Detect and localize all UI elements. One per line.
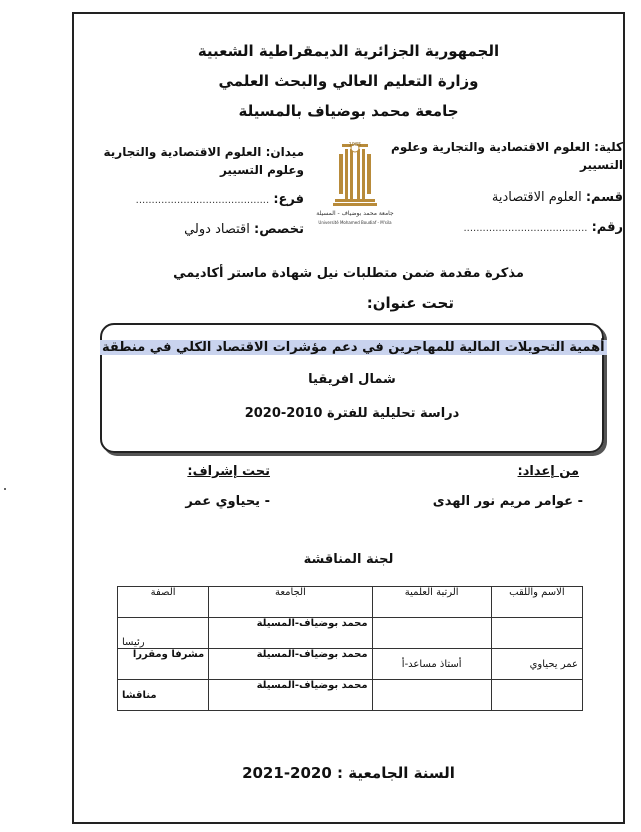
logo-name-fr: Université Mohamed Boudiaf - M'sila	[318, 220, 392, 225]
cell-rank	[372, 680, 491, 711]
header-role: الصفة	[118, 587, 209, 618]
header-university: الجامعة	[209, 587, 372, 618]
table-row	[118, 618, 583, 649]
faculty-label: كلية:	[594, 140, 623, 154]
field-value: العلوم الاقتصادية والتجارية	[103, 145, 262, 159]
prepared-by-name: - عوامر مريم نور الهدى	[432, 494, 583, 509]
cell-university: محمد بوضياف-المسيلة	[209, 649, 372, 680]
ministry-title: وزارة التعليم العالي والبحث العلمي	[218, 72, 479, 90]
cell-role: مشرفا ومقررا	[118, 649, 209, 680]
field-label: ميدان:	[265, 145, 304, 159]
header-name: الاسم واللقب	[491, 587, 582, 618]
table-row	[118, 680, 583, 711]
cell-rank	[372, 618, 491, 649]
under-title-label: تحت عنوان:	[366, 294, 454, 312]
republic-title: الجمهورية الجزائرية الديمقراطية الشعبية	[197, 42, 500, 60]
specialty-row	[84, 222, 304, 237]
field-value-line2: وعلوم التسيير	[219, 163, 304, 177]
cell-university: محمد بوضياف-المسيلة	[209, 618, 372, 649]
cell-name	[491, 680, 582, 711]
faculty-row	[391, 140, 623, 154]
faculty-value-line2: التسيير	[580, 158, 623, 172]
thesis-purpose: مذكرة مقدمة ضمن متطلبات نيل شهادة ماستر أكاديمي	[173, 266, 524, 281]
committee-heading: لجنة المناقشة	[303, 552, 394, 567]
cell-rank: أستاذ مساعد-أ	[372, 649, 491, 680]
thesis-title-line1	[100, 340, 604, 355]
number-dots: .......................................	[463, 223, 588, 234]
number-row	[393, 220, 623, 235]
thesis-title-text: أهمية التحويلات المالية للمهاجرين في دعم مؤشرات الاقتصاد الكلي في منطقة	[102, 340, 605, 355]
university-logo	[309, 140, 401, 232]
branch-row	[84, 192, 304, 207]
cell-role: رئيسا	[118, 618, 209, 649]
faculty-value: العلوم الاقتصادية والتجارية وعلوم	[391, 140, 590, 154]
cell-role: مناقشا	[118, 680, 209, 711]
prepared-by-label: من إعداد:	[517, 464, 579, 479]
logo-name-ar: جامعة محمد بوضياف - المسيلة	[316, 210, 394, 217]
academic-year: السنة الجامعية : 2020-2021	[242, 764, 455, 782]
university-title: جامعة محمد بوضياف بالمسيلة	[238, 102, 459, 120]
department-value: العلوم الاقتصادية	[491, 190, 582, 205]
department-label: قسم:	[585, 190, 623, 205]
stray-dot	[4, 488, 6, 490]
cell-name	[491, 618, 582, 649]
table-row	[118, 649, 583, 680]
cell-university: محمد بوضياف-المسيلة	[209, 680, 372, 711]
cell-name: عمر يحياوي	[491, 649, 582, 680]
branch-label: فرع:	[273, 192, 304, 207]
supervisor-label: تحت إشراف:	[187, 464, 270, 479]
committee-table	[117, 586, 583, 711]
thesis-title-line2: شمال افريقيا	[308, 372, 396, 387]
specialty-label: تخصص:	[254, 222, 304, 237]
field-row	[84, 145, 304, 159]
table-header-row	[118, 587, 583, 618]
branch-dots: ..........................................	[135, 195, 270, 206]
number-label: رقم:	[591, 220, 623, 235]
supervisor-name: - يحياوي عمر	[185, 494, 270, 509]
department-row	[403, 190, 623, 205]
specialty-value: اقتصاد دولي	[184, 222, 250, 237]
header-rank: الرتبة العلمية	[372, 587, 491, 618]
logo-year: 1985	[348, 142, 362, 148]
thesis-subtitle: دراسة تحليلية للفترة 2010-2020	[244, 406, 460, 421]
